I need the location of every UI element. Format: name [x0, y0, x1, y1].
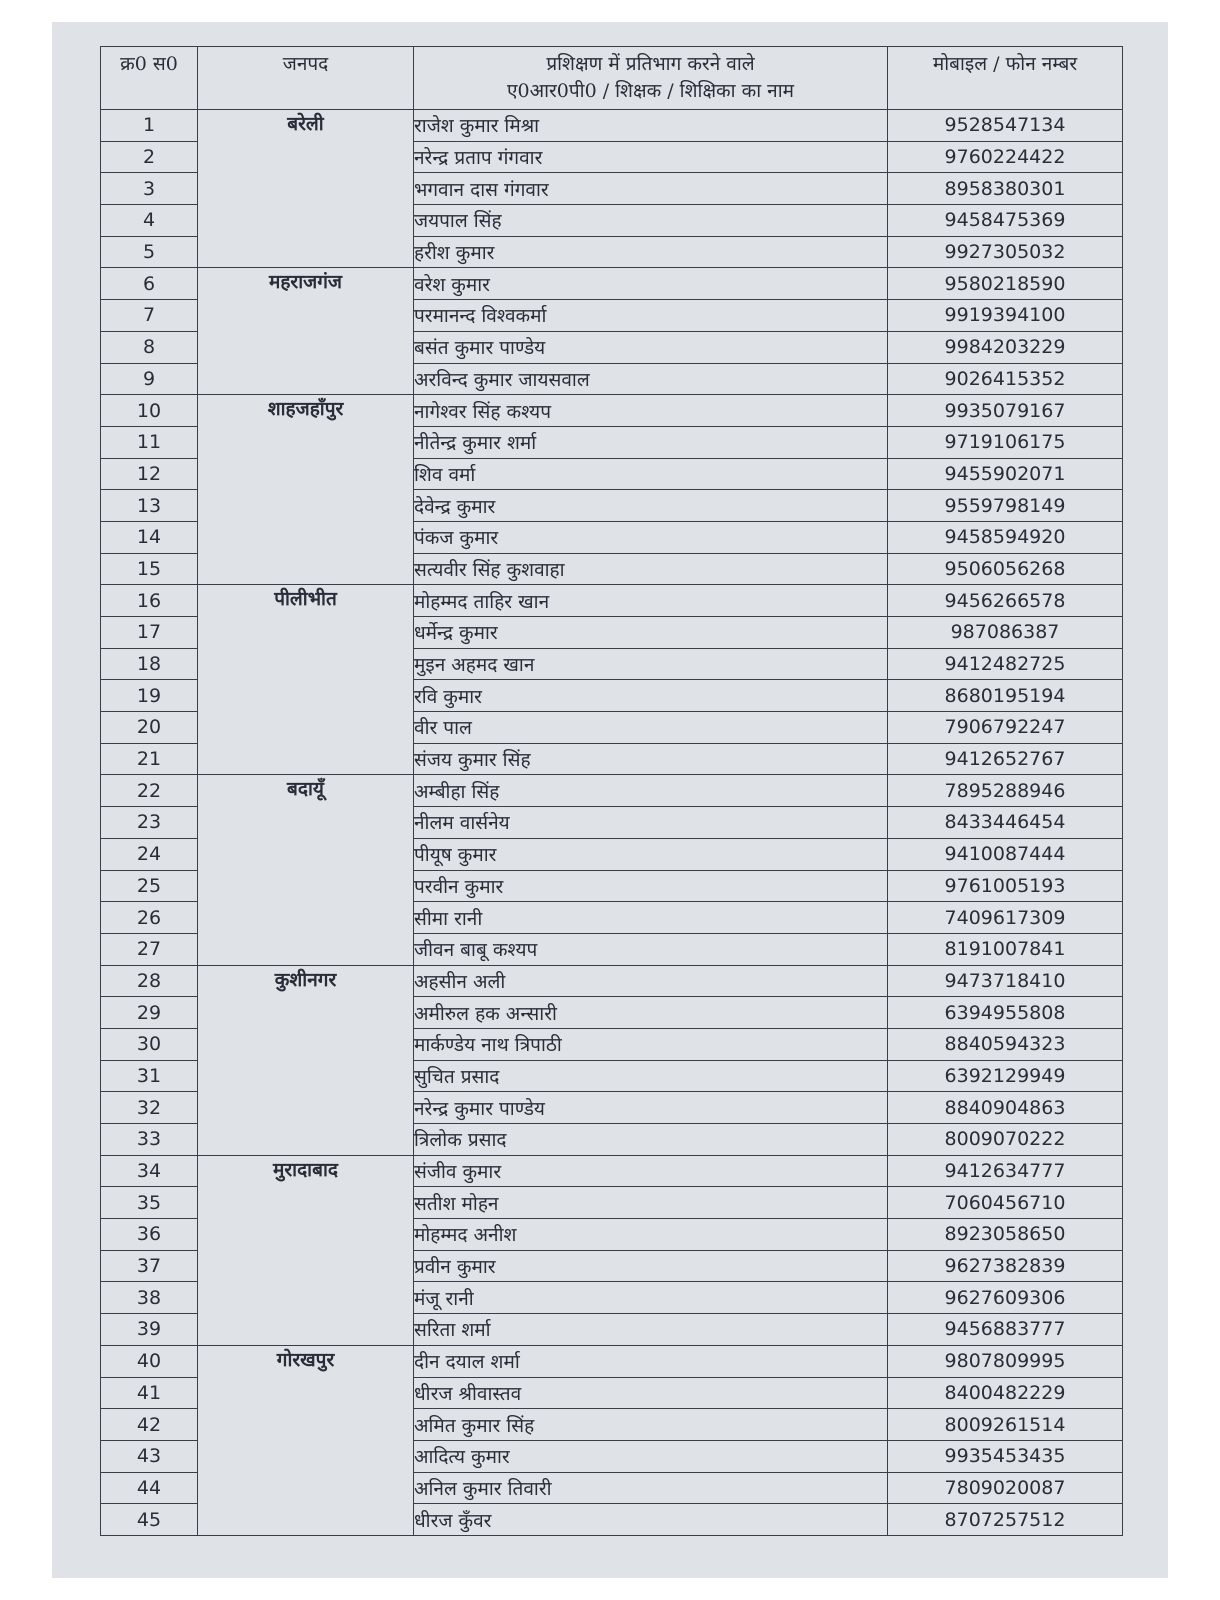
- serial-cell: 45: [101, 1504, 198, 1536]
- phone-cell: 9412652767: [888, 743, 1123, 775]
- serial-cell: 34: [101, 1155, 198, 1187]
- serial-cell: 4: [101, 205, 198, 237]
- phone-cell: 8840594323: [888, 1028, 1123, 1060]
- district-cell: बदायूँ: [198, 775, 414, 965]
- name-cell: नरेन्द्र कुमार पाण्डेय: [414, 1092, 888, 1124]
- serial-cell: 14: [101, 521, 198, 553]
- serial-cell: 15: [101, 553, 198, 585]
- serial-cell: 3: [101, 173, 198, 205]
- phone-cell: 9455902071: [888, 458, 1123, 490]
- phone-cell: 8923058650: [888, 1219, 1123, 1251]
- serial-cell: 20: [101, 712, 198, 744]
- serial-cell: 10: [101, 395, 198, 427]
- phone-cell: 9580218590: [888, 268, 1123, 300]
- name-cell: वरेश कुमार: [414, 268, 888, 300]
- serial-cell: 28: [101, 965, 198, 997]
- table-row: [101, 585, 1123, 617]
- name-cell: धीरज कुँवर: [414, 1504, 888, 1536]
- serial-cell: 5: [101, 236, 198, 268]
- phone-cell: 8191007841: [888, 933, 1123, 965]
- phone-cell: 9473718410: [888, 965, 1123, 997]
- serial-cell: 11: [101, 426, 198, 458]
- name-cell: वीर पाल: [414, 712, 888, 744]
- serial-cell: 13: [101, 490, 198, 522]
- serial-cell: 21: [101, 743, 198, 775]
- name-cell: संजय कुमार सिंह: [414, 743, 888, 775]
- table-row: [101, 268, 1123, 300]
- serial-cell: 16: [101, 585, 198, 617]
- serial-cell: 22: [101, 775, 198, 807]
- district-cell: कुशीनगर: [198, 965, 414, 1155]
- phone-cell: 6392129949: [888, 1060, 1123, 1092]
- name-cell: संजीव कुमार: [414, 1155, 888, 1187]
- serial-cell: 7: [101, 300, 198, 332]
- serial-cell: 31: [101, 1060, 198, 1092]
- phone-cell: 8680195194: [888, 680, 1123, 712]
- name-cell: नागेश्वर सिंह कश्यप: [414, 395, 888, 427]
- serial-cell: 8: [101, 331, 198, 363]
- serial-cell: 12: [101, 458, 198, 490]
- name-cell: नीतेन्द्र कुमार शर्मा: [414, 426, 888, 458]
- phone-cell: 7906792247: [888, 712, 1123, 744]
- serial-cell: 26: [101, 902, 198, 934]
- participant-table: [100, 46, 1123, 1536]
- name-cell: जीवन बाबू कश्यप: [414, 933, 888, 965]
- header-name: [414, 47, 888, 110]
- serial-cell: 1: [101, 110, 198, 142]
- phone-cell: 8707257512: [888, 1504, 1123, 1536]
- serial-cell: 39: [101, 1314, 198, 1346]
- phone-cell: 9927305032: [888, 236, 1123, 268]
- serial-cell: 38: [101, 1282, 198, 1314]
- phone-cell: 8433446454: [888, 807, 1123, 839]
- phone-cell: 8958380301: [888, 173, 1123, 205]
- header-name-line2: ए0आर0पी0 / शिक्षक / शिक्षिका का नाम: [506, 80, 794, 102]
- name-cell: अनिल कुमार तिवारी: [414, 1472, 888, 1504]
- phone-cell: 9528547134: [888, 110, 1123, 142]
- name-cell: प्रवीन कुमार: [414, 1250, 888, 1282]
- phone-cell: 9412482725: [888, 648, 1123, 680]
- name-cell: मार्कण्डेय नाथ त्रिपाठी: [414, 1028, 888, 1060]
- serial-cell: 33: [101, 1124, 198, 1156]
- phone-cell: 9935453435: [888, 1440, 1123, 1472]
- phone-cell: 9807809995: [888, 1345, 1123, 1377]
- serial-cell: 36: [101, 1219, 198, 1251]
- phone-cell: 9627382839: [888, 1250, 1123, 1282]
- table-row: [101, 965, 1123, 997]
- serial-cell: 32: [101, 1092, 198, 1124]
- name-cell: मंजू रानी: [414, 1282, 888, 1314]
- serial-cell: 24: [101, 838, 198, 870]
- name-cell: अम्बीहा सिंह: [414, 775, 888, 807]
- phone-cell: 9719106175: [888, 426, 1123, 458]
- phone-cell: 9760224422: [888, 141, 1123, 173]
- header-phone: मोबाइल / फोन नम्बर: [888, 47, 1123, 110]
- serial-cell: 17: [101, 617, 198, 649]
- name-cell: धर्मेन्द्र कुमार: [414, 617, 888, 649]
- district-cell: गोरखपुर: [198, 1345, 414, 1535]
- phone-cell: 7809020087: [888, 1472, 1123, 1504]
- name-cell: सीमा रानी: [414, 902, 888, 934]
- serial-cell: 42: [101, 1409, 198, 1441]
- serial-cell: 41: [101, 1377, 198, 1409]
- serial-cell: 19: [101, 680, 198, 712]
- serial-cell: 23: [101, 807, 198, 839]
- phone-cell: 9627609306: [888, 1282, 1123, 1314]
- phone-cell: 9559798149: [888, 490, 1123, 522]
- name-cell: नरेन्द्र प्रताप गंगवार: [414, 141, 888, 173]
- phone-cell: 7409617309: [888, 902, 1123, 934]
- district-cell: बरेली: [198, 110, 414, 268]
- name-cell: नीलम वार्सनेय: [414, 807, 888, 839]
- district-cell: मुरादाबाद: [198, 1155, 414, 1345]
- name-cell: रवि कुमार: [414, 680, 888, 712]
- table-row: [101, 775, 1123, 807]
- phone-cell: 9458594920: [888, 521, 1123, 553]
- serial-cell: 40: [101, 1345, 198, 1377]
- table-row: [101, 1345, 1123, 1377]
- name-cell: परवीन कुमार: [414, 870, 888, 902]
- header-row: [101, 47, 1123, 110]
- name-cell: मोहम्मद ताहिर खान: [414, 585, 888, 617]
- name-cell: आदित्य कुमार: [414, 1440, 888, 1472]
- name-cell: सुचित प्रसाद: [414, 1060, 888, 1092]
- phone-cell: 7060456710: [888, 1187, 1123, 1219]
- phone-cell: 9919394100: [888, 300, 1123, 332]
- name-cell: अमीरुल हक अन्सारी: [414, 997, 888, 1029]
- name-cell: बसंत कुमार पाण्डेय: [414, 331, 888, 363]
- name-cell: धीरज श्रीवास्तव: [414, 1377, 888, 1409]
- name-cell: सरिता शर्मा: [414, 1314, 888, 1346]
- serial-cell: 25: [101, 870, 198, 902]
- phone-cell: 987086387: [888, 617, 1123, 649]
- name-cell: सत्यवीर सिंह कुशवाहा: [414, 553, 888, 585]
- phone-cell: 8840904863: [888, 1092, 1123, 1124]
- phone-cell: 9456266578: [888, 585, 1123, 617]
- phone-cell: 9456883777: [888, 1314, 1123, 1346]
- serial-cell: 6: [101, 268, 198, 300]
- header-serial: क्र0 स0: [101, 47, 198, 110]
- name-cell: अरविन्द कुमार जायसवाल: [414, 363, 888, 395]
- name-cell: सतीश मोहन: [414, 1187, 888, 1219]
- phone-cell: 9458475369: [888, 205, 1123, 237]
- name-cell: परमानन्द विश्वकर्मा: [414, 300, 888, 332]
- serial-cell: 30: [101, 1028, 198, 1060]
- name-cell: मोहम्मद अनीश: [414, 1219, 888, 1251]
- phone-cell: 9412634777: [888, 1155, 1123, 1187]
- phone-cell: 9935079167: [888, 395, 1123, 427]
- phone-cell: 9506056268: [888, 553, 1123, 585]
- serial-cell: 35: [101, 1187, 198, 1219]
- phone-cell: 6394955808: [888, 997, 1123, 1029]
- name-cell: मुइन अहमद खान: [414, 648, 888, 680]
- phone-cell: 8400482229: [888, 1377, 1123, 1409]
- header-district: जनपद: [198, 47, 414, 110]
- serial-cell: 29: [101, 997, 198, 1029]
- name-cell: राजेश कुमार मिश्रा: [414, 110, 888, 142]
- name-cell: अहसीन अली: [414, 965, 888, 997]
- serial-cell: 43: [101, 1440, 198, 1472]
- phone-cell: 9410087444: [888, 838, 1123, 870]
- header-name-line1: प्रशिक्षण में प्रतिभाग करने वाले: [546, 53, 755, 75]
- district-cell: पीलीभीत: [198, 585, 414, 775]
- phone-cell: 8009261514: [888, 1409, 1123, 1441]
- phone-cell: 9984203229: [888, 331, 1123, 363]
- serial-cell: 18: [101, 648, 198, 680]
- serial-cell: 2: [101, 141, 198, 173]
- table-body: [101, 110, 1123, 1536]
- district-cell: शाहजहाँपुर: [198, 395, 414, 585]
- table-row: [101, 1155, 1123, 1187]
- name-cell: शिव वर्मा: [414, 458, 888, 490]
- name-cell: जयपाल सिंह: [414, 205, 888, 237]
- phone-cell: 9026415352: [888, 363, 1123, 395]
- serial-cell: 37: [101, 1250, 198, 1282]
- name-cell: देवेन्द्र कुमार: [414, 490, 888, 522]
- serial-cell: 44: [101, 1472, 198, 1504]
- name-cell: पंकज कुमार: [414, 521, 888, 553]
- name-cell: हरीश कुमार: [414, 236, 888, 268]
- table-row: [101, 110, 1123, 142]
- name-cell: भगवान दास गंगवार: [414, 173, 888, 205]
- document-page: [52, 22, 1168, 1578]
- district-cell: महराजगंज: [198, 268, 414, 395]
- phone-cell: 9761005193: [888, 870, 1123, 902]
- serial-cell: 27: [101, 933, 198, 965]
- table-row: [101, 395, 1123, 427]
- phone-cell: 8009070222: [888, 1124, 1123, 1156]
- serial-cell: 9: [101, 363, 198, 395]
- name-cell: त्रिलोक प्रसाद: [414, 1124, 888, 1156]
- name-cell: अमित कुमार सिंह: [414, 1409, 888, 1441]
- phone-cell: 7895288946: [888, 775, 1123, 807]
- name-cell: पीयूष कुमार: [414, 838, 888, 870]
- name-cell: दीन दयाल शर्मा: [414, 1345, 888, 1377]
